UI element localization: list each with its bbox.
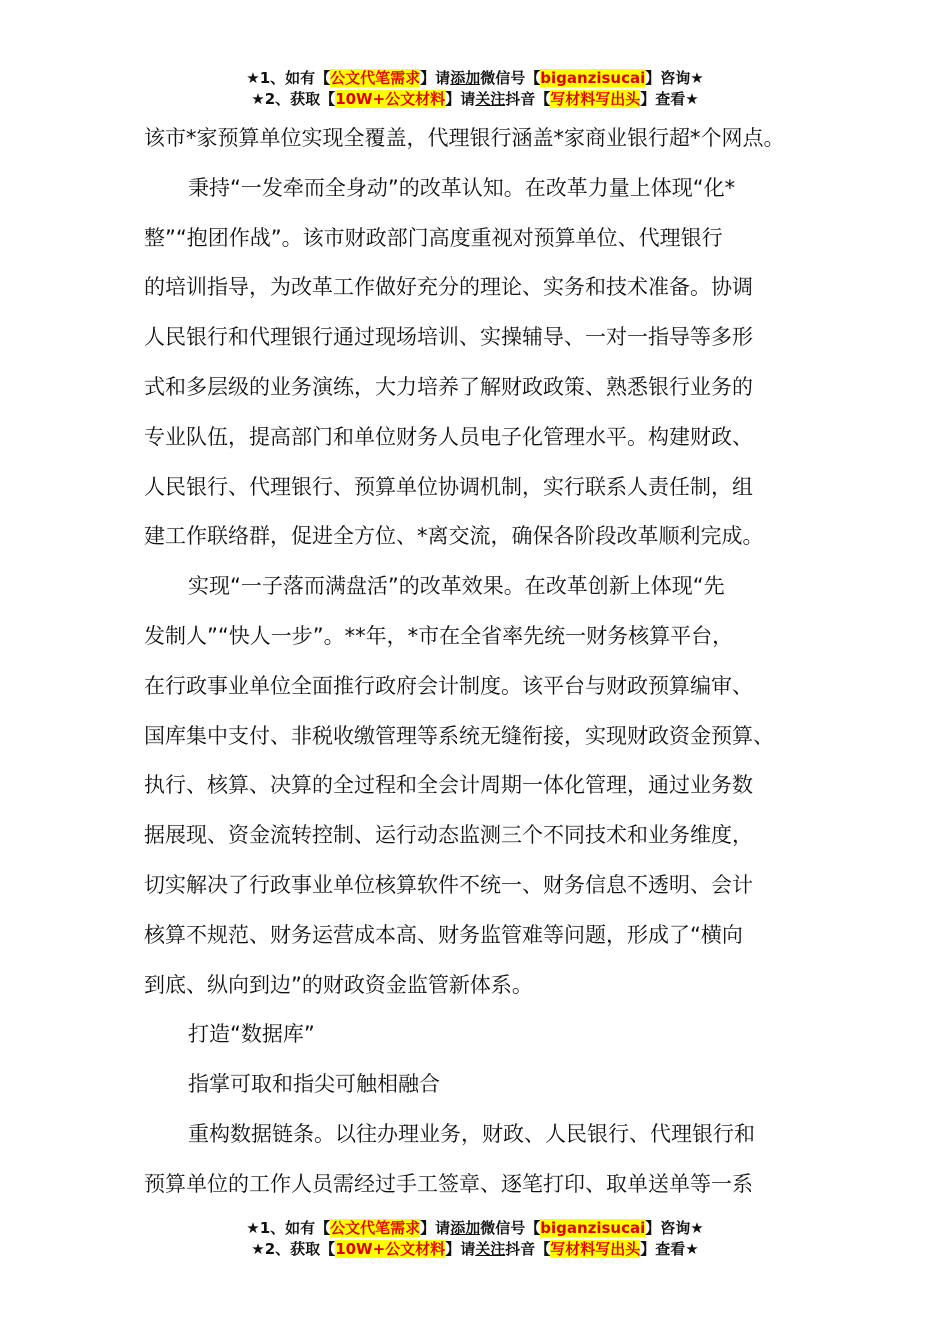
banner-highlight: biganzisucai bbox=[540, 69, 646, 87]
body-line: 重构数据链条。以往办理业务，财政、人民银行、代理银行和 bbox=[188, 1121, 755, 1146]
body-line: 该市*家预算单位实现全覆盖，代理银行涵盖*家商业银行超*个网点。 bbox=[144, 126, 785, 150]
banner-text: 微信号【 bbox=[480, 69, 541, 87]
body-line: 切实解决了行政事业单位核算软件不统一、财务信息不透明、会计 bbox=[144, 872, 753, 897]
banner-text: 】咨询★ bbox=[645, 1219, 704, 1237]
body-line: 预算单位的工作人员需经过手工签章、逐笔打印、取单送单等一系 bbox=[144, 1171, 753, 1196]
section-subheading: 指掌可取和指尖可触相融合 bbox=[188, 1072, 440, 1097]
banner-text: ★1、如有【 bbox=[246, 69, 331, 87]
body-line: 实现“一子落而满盘活”的改革效果。在改革创新上体现“先 bbox=[188, 574, 725, 599]
document-body bbox=[144, 122, 816, 1218]
banner-text: 】请 bbox=[420, 69, 451, 87]
banner-highlight: 10W+公文材料 bbox=[335, 90, 446, 108]
body-line: 发制人”“快人一步”。**年，*市在全省率先统一财务核算平台， bbox=[144, 623, 734, 648]
banner-highlight: 10W+公文材料 bbox=[335, 1240, 446, 1258]
body-line: 建工作联络群，促进全方位、*离交流，确保各阶段改革顺利完成。 bbox=[144, 524, 764, 549]
body-line: 整”“抱团作战”。该市财政部门高度重视对预算单位、代理银行 bbox=[144, 225, 723, 250]
banner-text: 抖音【 bbox=[505, 1240, 551, 1258]
footer-banner-line-1 bbox=[0, 1218, 950, 1239]
banner-highlight: 写材料写出头 bbox=[550, 1240, 641, 1258]
body-line: 人民银行和代理银行通过现场培训、实操辅导、一对一指导等多形 bbox=[144, 325, 753, 350]
banner-text: 】请 bbox=[445, 1240, 476, 1258]
banner-text: 】请 bbox=[420, 1219, 451, 1237]
body-line: 式和多层级的业务演练，大力培养了解财政政策、熟悉银行业务的 bbox=[144, 374, 753, 399]
header-banner bbox=[0, 68, 950, 110]
body-line: 核算不规范、财务运营成本高、财务监管难等问题，形成了“横向 bbox=[144, 922, 743, 947]
footer-banner bbox=[0, 1218, 950, 1260]
body-line: 的培训指导，为改革工作做好充分的理论、实务和技术准备。协调 bbox=[144, 275, 753, 300]
banner-emphasis: 添加 bbox=[450, 69, 481, 87]
body-line: 据展现、资金流转控制、运行动态监测三个不同技术和业务维度， bbox=[144, 823, 753, 848]
footer-banner-line-2 bbox=[0, 1239, 950, 1260]
body-line: 到底、纵向到边”的财政资金监管新体系。 bbox=[144, 972, 533, 997]
banner-text: ★2、获取【 bbox=[251, 90, 336, 108]
header-banner-line-2 bbox=[0, 89, 950, 110]
banner-emphasis: 关注 bbox=[475, 90, 506, 108]
banner-text: 微信号【 bbox=[480, 1219, 541, 1237]
banner-highlight: biganzisucai bbox=[540, 1219, 646, 1237]
section-heading: 打造“数据库” bbox=[188, 1022, 315, 1047]
body-line: 秉持“一发牵而全身动”的改革认知。在改革力量上体现“化* bbox=[188, 175, 736, 200]
banner-text: 】请 bbox=[445, 90, 476, 108]
banner-highlight: 公文代笔需求 bbox=[330, 69, 421, 87]
banner-emphasis: 关注 bbox=[475, 1240, 506, 1258]
body-line: 专业队伍，提高部门和单位财务人员电子化管理水平。构建财政、 bbox=[144, 424, 753, 449]
banner-highlight: 公文代笔需求 bbox=[330, 1219, 421, 1237]
banner-text: 】咨询★ bbox=[645, 69, 704, 87]
banner-highlight: 写材料写出头 bbox=[550, 90, 641, 108]
body-line: 执行、核算、决算的全过程和全会计周期一体化管理，通过业务数 bbox=[144, 773, 753, 798]
body-line: 国库集中支付、非税收缴管理等系统无缝衔接，实现财政资金预算、 bbox=[144, 723, 774, 748]
banner-text: 】查看★ bbox=[640, 1240, 699, 1258]
banner-text: 抖音【 bbox=[505, 90, 551, 108]
banner-text: 】查看★ bbox=[640, 90, 699, 108]
body-line: 人民银行、代理银行、预算单位协调机制，实行联系人责任制，组 bbox=[144, 474, 753, 499]
banner-text: ★1、如有【 bbox=[246, 1219, 331, 1237]
banner-emphasis: 添加 bbox=[450, 1219, 481, 1237]
banner-text: ★2、获取【 bbox=[251, 1240, 336, 1258]
header-banner-line-1 bbox=[0, 68, 950, 89]
body-line: 在行政事业单位全面推行政府会计制度。该平台与财政预算编审、 bbox=[144, 673, 753, 698]
